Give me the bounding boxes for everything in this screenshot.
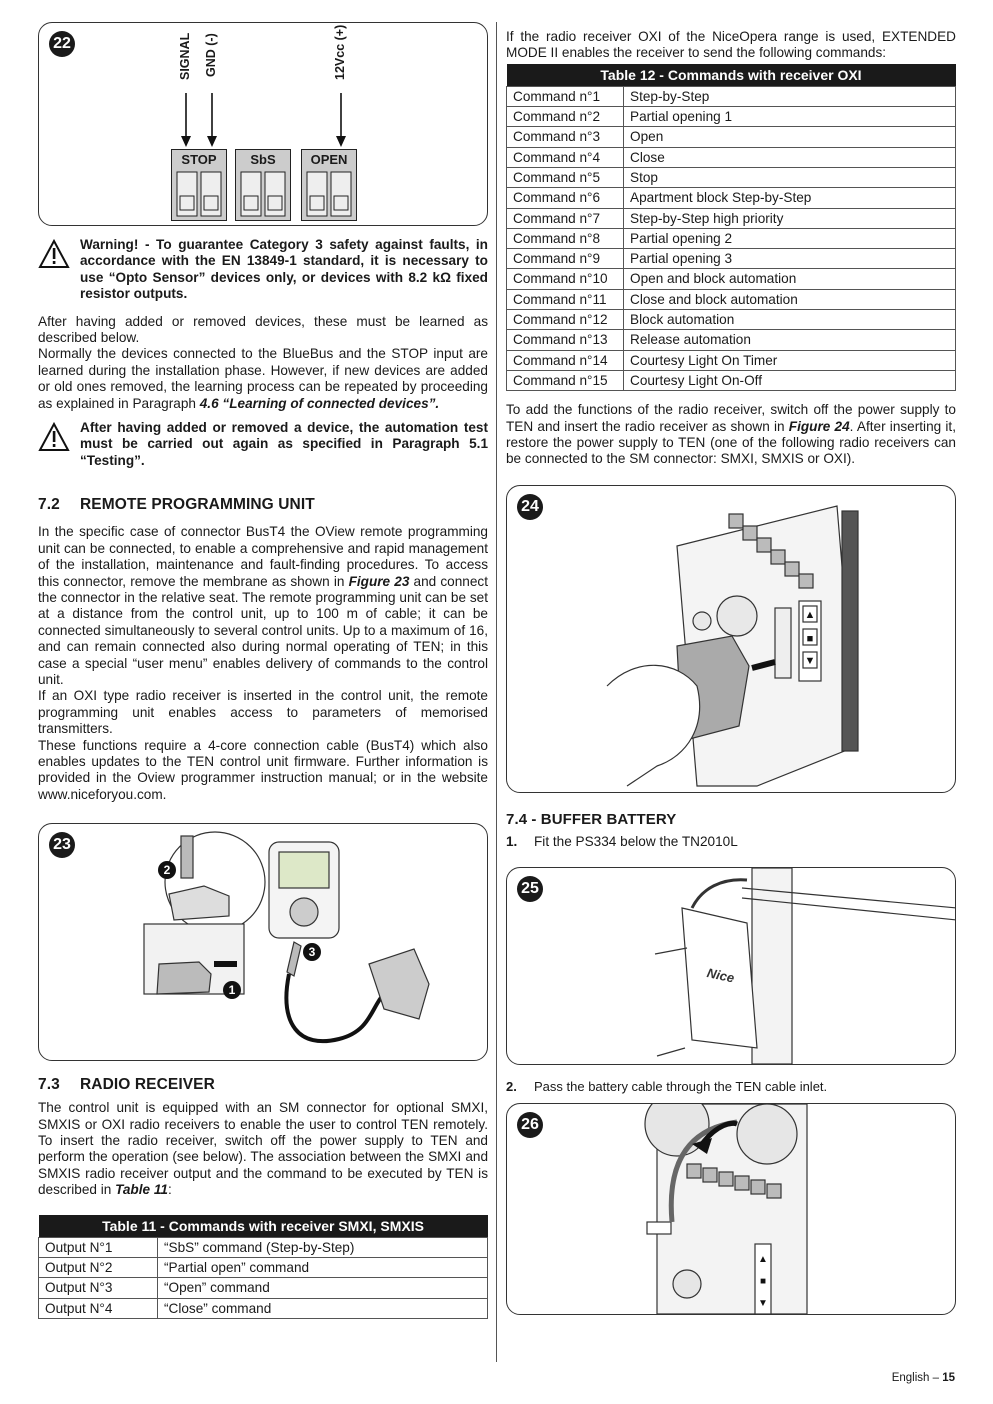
- table-row: Command n°2 Partial opening 1: [507, 107, 956, 127]
- section-heading-7-2: 7.2 REMOTE PROGRAMMING UNIT: [38, 496, 315, 514]
- para-oxi-intro: If the radio receiver OXI of the NiceOpera range is used, EXTENDED MODE II enables the receiver to send the following commands:: [506, 29, 956, 61]
- warning-category3: Warning! - To guarantee Category 3 safety against faults, in accordance with the EN 13849-1 standard, it is necessary to use “Opto Sensor” devices only, or devices with 8.2 kΩ fixed resistor outputs.: [38, 237, 488, 303]
- callout-3: 3: [308, 945, 316, 960]
- svg-text:▼: ▼: [758, 1297, 768, 1309]
- step-2: 2. Pass the battery cable through the TEN cable inlet.: [506, 1078, 828, 1094]
- svg-text:■: ■: [806, 632, 814, 645]
- table-row: Output N°4 “Close” command: [39, 1298, 488, 1318]
- right-column: [506, 22, 956, 1315]
- terminal-sbs: SbS: [235, 149, 291, 221]
- figure-number: 26: [517, 1112, 543, 1138]
- receiver-insertion-illustration: [507, 486, 956, 792]
- table-row: Command n°11 Close and block automation: [507, 289, 956, 309]
- table-title: Table 12 - Commands with receiver OXI: [507, 64, 956, 87]
- svg-text:▲: ▲: [804, 608, 816, 621]
- table-row: Command n°4 Close: [507, 147, 956, 167]
- table-row: Command n°3 Open: [507, 127, 956, 147]
- programmer-illustration: [39, 824, 488, 1060]
- section-heading-7-4: 7.4 - BUFFER BATTERY: [506, 810, 677, 828]
- para-learn-2: Normally the devices connected to the BlueBus and the STOP input are learned during the installation phase. However, if new devices are added or old ones removed, the learning process can be repeated by proceeding as explained in Paragraph 4.6 “Learning of connected devices”.: [38, 346, 488, 411]
- wire-label-gnd: GND (-): [204, 33, 218, 77]
- figure-25: [506, 867, 956, 1065]
- table-11: [38, 1215, 488, 1319]
- table-row: Command n°5 Stop: [507, 168, 956, 188]
- warning-triangle-icon: [38, 422, 70, 452]
- table-row: Command n°15 Courtesy Light On-Off: [507, 370, 956, 390]
- table-row: Command n°12 Block automation: [507, 310, 956, 330]
- figure-number: 22: [49, 31, 75, 57]
- figure-23: [38, 823, 488, 1061]
- table-row: Command n°7 Step-by-Step high priority: [507, 208, 956, 228]
- table-row: Output N°1 “SbS” command (Step-by-Step): [39, 1237, 488, 1257]
- figure-number: 25: [517, 876, 543, 902]
- table-row: Command n°6 Apartment block Step-by-Step: [507, 188, 956, 208]
- table-title: Table 11 - Commands with receiver SMXI, SMXIS: [39, 1215, 488, 1238]
- callout-1: 1: [228, 983, 236, 998]
- figure-26: [506, 1103, 956, 1315]
- battery-mount-illustration: [507, 868, 956, 1064]
- para-learn-1: After having added or removed devices, these must be learned as described below.: [38, 313, 488, 346]
- para-7-2-2: If an OXI type radio receiver is inserted in the control unit, the remote programming unit enables access to parameters of memorised transmitters.: [38, 688, 488, 737]
- table-row: Command n°13 Release automation: [507, 330, 956, 350]
- para-7-2-1: In the specific case of connector BusT4 the OView remote programming unit can be connected, to enable a comprehensive and rapid management of the installation, maintenance and fault-finding procedures. To access this connector, remove the membrane as shown in Figure 23 and connect the connector in the relative seat. The remote programming unit can be set at a distance from the control unit, up to 100 m of cable; it can be connected simultaneously to several control units. Up to a maximum of 16, and can remain connected also during normal operating of TEN; in this case a special “user menu” enables delivery of commands to the control unit.: [38, 524, 488, 687]
- table-12: [506, 64, 956, 391]
- paragraph-ref: 4.6 “Learning of connected devices”.: [199, 395, 440, 411]
- table-row: Command n°14 Courtesy Light On Timer: [507, 350, 956, 370]
- para-7-3-1: The control unit is equipped with an SM connector for optional SMXI, SMXIS or OXI radio receivers to enable the user to control TEN remotely. To insert the radio receiver, switch off the power supply to TEN and perform the operation (see below). The association between the SMXI and SMXIS radio receiver output and the command to be executed by TEN is described in Table 11:: [38, 1100, 488, 1198]
- step-1: 1. Fit the PS334 below the TN2010L: [506, 833, 738, 849]
- table-row: Command n°8 Partial opening 2: [507, 228, 956, 248]
- figure-24: [506, 485, 956, 793]
- warning-test: After having added or removed a device, the automation test must be carried out again as specified in Paragraph 5.1 “Testing”.: [38, 420, 488, 469]
- figure-number: 23: [49, 832, 75, 858]
- para-add-functions: To add the functions of the radio receiver, switch off the power supply to TEN and insert the radio receiver as shown in Figure 24. After inserting it, restore the power supply to TEN (one of the following radio receivers can be connected to the SM connector: SMXI, SMXIS or OXI).: [506, 402, 956, 467]
- wire-label-12vcc: 12Vcc (+): [333, 25, 347, 81]
- left-column: [38, 22, 488, 1319]
- para-7-2-3: These functions require a 4-core connection cable (BusT4) which also enables updates to the TEN control unit firmware. Further information is provided in the Oview programmer instruction manual; or in the website www.niceforyou.com.: [38, 737, 488, 802]
- figure-22: [38, 22, 488, 226]
- table-row: Command n°9 Partial opening 3: [507, 249, 956, 269]
- svg-text:▲: ▲: [758, 1253, 768, 1265]
- warning-triangle-icon: [38, 239, 70, 269]
- column-divider: [496, 22, 497, 1362]
- callout-2: 2: [163, 863, 171, 878]
- table-ref: Table 11: [115, 1182, 168, 1198]
- section-heading-7-3: 7.3 RADIO RECEIVER: [38, 1076, 215, 1094]
- cable-routing-illustration: [507, 1104, 956, 1314]
- svg-text:■: ■: [759, 1275, 767, 1287]
- terminal-stop: STOP: [171, 149, 227, 221]
- table-row: Output N°3 “Open” command: [39, 1278, 488, 1298]
- figure-number: 24: [517, 494, 543, 520]
- table-row: Command n°1 Step-by-Step: [507, 86, 956, 106]
- brand-logo: Nice: [705, 965, 736, 986]
- wire-label-signal: SIGNAL: [178, 33, 192, 81]
- svg-text:▼: ▼: [804, 654, 816, 667]
- figure-ref: Figure 23: [348, 573, 410, 589]
- figure-ref: Figure 24: [788, 418, 850, 434]
- terminal-open: OPEN: [301, 149, 357, 221]
- page-footer: English – 15: [891, 1372, 955, 1384]
- table-row: Output N°2 “Partial open” command: [39, 1257, 488, 1277]
- table-row: Command n°10 Open and block automation: [507, 269, 956, 289]
- page-number: 15: [942, 1372, 955, 1384]
